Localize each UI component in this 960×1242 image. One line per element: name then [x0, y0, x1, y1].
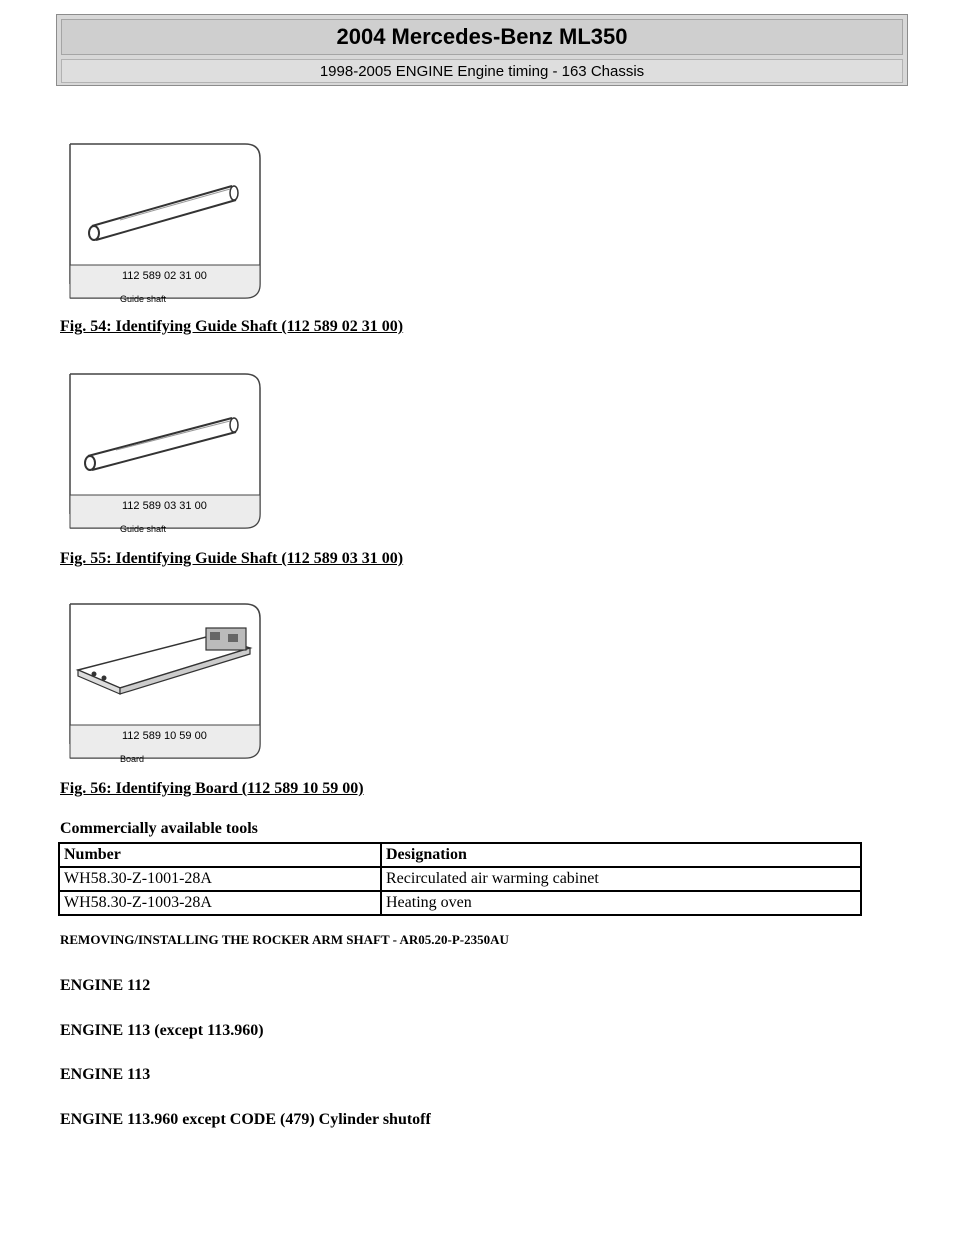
figure-54-caption: Fig. 54: Identifying Guide Shaft (112 589 02 31 00): [60, 318, 404, 335]
figure-54-illustration: [60, 138, 280, 308]
column-header: Number: [59, 843, 381, 867]
figure-56-label: Board: [120, 754, 145, 764]
column-header: Designation: [381, 843, 861, 867]
table-cell: Recirculated air warming cabinet: [381, 867, 861, 891]
figure-56-caption: Fig. 56: Identifying Board (112 589 10 59 00): [60, 780, 364, 797]
figure-55-part-number: 112 589 03 31 00: [122, 500, 207, 512]
table-cell: WH58.30-Z-1003-28A: [59, 891, 381, 915]
figure-54-part-number: 112 589 02 31 00: [122, 270, 207, 282]
figure-56-illustration: [60, 598, 280, 768]
section-line: ENGINE 113.960 except CODE (479) Cylinder shutoff: [60, 1111, 431, 1128]
guide-shaft-drawing: [85, 418, 238, 470]
guide-shaft-drawing: [89, 186, 238, 240]
table-header-row: [59, 843, 861, 867]
board-drawing: [78, 628, 250, 694]
commercial-tools-heading: Commercially available tools: [60, 820, 258, 837]
figure-55-label: Guide shaft: [120, 524, 167, 534]
document-header: [56, 14, 908, 86]
document-subtitle: 1998-2005 ENGINE Engine timing - 163 Chassis: [61, 59, 903, 83]
section-line: ENGINE 113: [60, 1066, 151, 1083]
table-row: [59, 867, 861, 891]
section-line: ENGINE 113 (except 113.960): [60, 1022, 264, 1039]
figure-55-caption: Fig. 55: Identifying Guide Shaft (112 589 03 31 00): [60, 550, 404, 567]
section-title: REMOVING/INSTALLING THE ROCKER ARM SHAFT - AR05.20-P-2350AU: [60, 932, 509, 947]
figure-54-label: Guide shaft: [120, 294, 167, 304]
document-title: 2004 Mercedes-Benz ML350: [61, 19, 903, 55]
commercial-tools-table: [58, 842, 862, 916]
table-cell: WH58.30-Z-1001-28A: [59, 867, 381, 891]
table-row: [59, 891, 861, 915]
section-line: ENGINE 112: [60, 977, 151, 994]
table-cell: Heating oven: [381, 891, 861, 915]
figure-56-part-number: 112 589 10 59 00: [122, 730, 207, 742]
figure-55-illustration: [60, 368, 280, 538]
